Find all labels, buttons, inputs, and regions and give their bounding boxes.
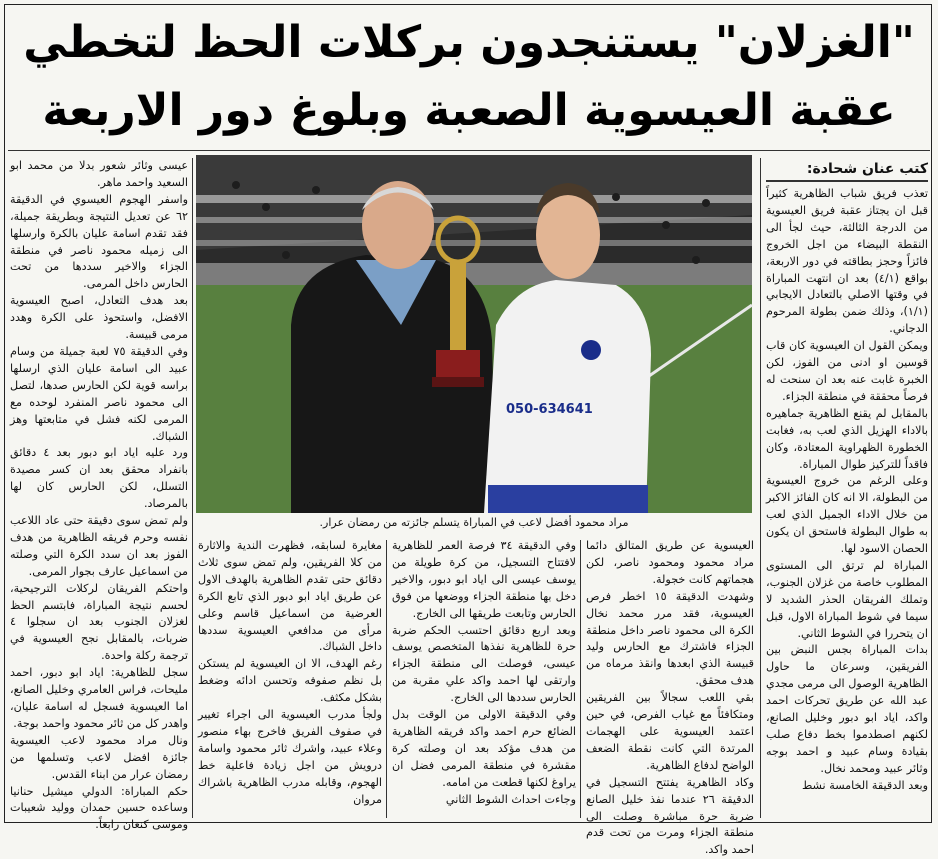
paragraph: وفي الدقيقة ٧٥ لعبة جميلة من وسام عبيد الى اسامة عليان الذي ارسلها براسه قوية لكن الحارس صدها، لتصل الى محمود ناصر المنفرد لوحده مع المرمى لكنه فشل في متابعتها وهز الشباك. [10,344,188,443]
paragraph: وفي الدقيقة ٣٤ فرصة العمر للظاهرية لافتتاح التسجيل، من كرة طويلة من يوسف عيسى الى اياد ابو دبور، والاخير دخل بها منطقة الجزاء ووضعها من فوق الحارس وتابعت طريقها الى الخارج. [392,539,576,620]
paragraph: وجاءت احداث الشوط الثاني [445,792,576,806]
award-photo-illustration [196,155,752,513]
column-divider [760,158,761,818]
article-column-2 [586,538,755,857]
paragraph: وبعد اربع دقائق احتسب الحكم ضربة حرة للظاهرية نفذها المتخصص يوسف عيسى، فوصلت الى منطقة الجزاء وارتقى لها احمد واكد علي مقربة من الحارس سددها الى الخارج. [392,623,576,705]
column-divider [386,540,387,818]
column-divider [580,540,581,818]
paragraph: ونال مراد محمود لاعب العيسوية جائزة افضل لاعب وتسلمها من رمضان عرار من ابناء القدس. [10,733,188,781]
column-divider [192,158,193,818]
paragraph: وشهدت الدقيقة ١٥ اخطر فرص العيسوية، فقد مرر محمد نخال الكرة الى محمود ناصر داخل منطقة الجزاء فاشترك مع الحارس وليد قبيسة الذي ابعدها وانقذ مرماه من هدف محقق. [586,589,754,688]
article-column-5 [10,158,188,832]
paragraph: ورد عليه اياد ابو دبور بعد ٤ دقائق بانفراد محقق بعد ان كسر مصيدة التسلل، لكن الحارس كان لها بالمرصاد. [10,446,188,511]
paragraph: واحتكم الفريقان لركلات الترجيحية، لحسم نتيجة المباراة، فابتسم الحظ لغزلان الجنوب بعد ان سجلوا ٤ ضربات، بالمقابل نجح العيسوية في ترجمة ركلة واحدة. [10,581,188,663]
headline-divider [8,150,930,151]
paragraph: بدات المباراة بجس النبض بين الفريقين، وسرعان ما حاول الظاهرية الوصول الى مرمى مجدي عبد الله عن طريق تحركات احمد واكد، اياد ابو دبور وخليل الصانع، لكنهم اصطدموا بخط دفاع صلب بقيادة وسام عبيد و احمد بوجه وثائر عبيد ومحمد نخال. [766,643,928,775]
paragraph: ولجأ مدرب العيسوية الى اجراء تغيير في صفوف الفريق فاخرج بهاء منصور وعلاء عبيد، واشرك ثائر محمود واسامة درويش من اجل زيادة فاعلية خط الهجوم، وقابله مدرب الظاهرية باشراك مروان [198,708,382,806]
paragraph: بقي اللعب سجالاً بين الفريقين ومتكافئاً مع غياب الفرص، في حين اعتمد العيسوية على الهجمات المرتدة التي كانت نقطة الضعف الواضح لدفاع الظاهرية. [586,691,754,772]
paragraph: واسفر الهجوم العيسوي في الدقيقة ٦٢ عن تعديل النتيجة وبطريقة جميلة، فقد تقدم اسامة عليان بالكرة وارسلها الى زميله محمود ناصر في منطقة الجزاء والاخير سددها من تحت الحارس داخل المرمى. [10,192,188,291]
headline-line-1: "الغزلان" يستنجدون بركلات الحظ لتخطي [23,17,915,68]
paragraph: بالمقابل لم يقنع الظاهرية جماهيره بالاداء الهزيل الذي لعب به، فغابت الخطورة الظهراوية المعتادة، وكان فاقداً للتركيز طوال المباراة. [766,406,928,471]
paragraph: رغم الهدف، الا ان العيسوية لم يستكن بل نظم صفوفه وتحسن ادائه وضغط بشكل مكثف. [198,657,382,705]
photo-caption: مراد محمود أفضل لاعب في المباراة يتسلم جائزته من رمضان عرار. [319,516,629,529]
headline-line-2: عقبة العيسوية الصعبة وبلوغ دور الاربعة [42,85,896,136]
byline: كتب عنان شحادة: [766,158,928,182]
paragraph: بعد هدف التعادل، اصبح العيسوية الافضل، واستحوذ على الكرة وهدد مرمى قبيسة. [10,294,188,342]
article-column-3 [392,538,576,820]
article-photo [196,155,752,513]
paragraph: وفي الدقيقة الاولى من الوقت بدل الضائع حرم احمد واكد فريقه الظاهرية من هدف مؤكد بعد ان وصلته كرة مقشرة في منطقة المرمى فضل ان يراوغ لكنها قطعت من امامه. [392,708,576,789]
paragraph: وبعد الدقيقة الخامسة نشط [801,778,928,792]
paragraph: وكاد الظاهرية يفتتح التسجيل في الدقيقة ٢٦ عندما نفذ خليل الصانع ضربة حرة مباشرة وصلت الى منطقة الجزاء ومرت من تحت قدم احمد واكد. [586,775,755,857]
paragraph: سجل للظاهرية: اياد ابو دبور، احمد مليحات، فراس العامري وخليل الصانع، اما العيسوية فسجل له اسامة عليان، واهدر كل من ثائر محمود واحمد بوجة. [10,666,188,730]
paragraph: حكم المباراة: الدولي ميشيل حنانيا وساعده حسين حمدان ووليد شعيبات وموسى كنعان رابعاً. [10,784,188,832]
article-column-1 [766,158,928,820]
paragraph: ولم تمض سوى دقيقة حتى عاد اللاعب نفسه وحرم فريقه الظاهرية من هدف الفوز بعد ان سدد الكرة التي وصلته من اسماعيل عارف بجوار المرمى. [10,514,188,578]
paragraph: وعلى الرغم من خروج العيسوية من البطولة، الا انه كان الفائز الاكبر من خلال الاداء الجميل الذي لعب به طوال البطولة فاستحق ان يكون الحصان الاسود لها. [766,474,928,556]
paragraph: مغايرة لسابقه، فظهرت الندية والاثارة من كلا الفريقين، ولم تمض سوى ثلاث دقائق حتى تقدم الظاهرية بالهدف الاول عن طريق اياد ابو دبور الذي تابع الكرة العرضية من اسماعيل قاسم وعلى مرأى من مدافعي العيسوية سددها داخل الشباك. [198,539,382,654]
article-column-4 [198,538,382,820]
paragraph: العيسوية عن طريق المتالق دائما مراد محمود ومحمود ناصر، لكن هجماتهم كانت خجولة. [586,539,754,586]
paragraph: عيسى وثائر شعور بدلا من محمد ابو السعيد واحمد ماهر. [10,159,188,189]
paragraph: ويمكن القول ان العيسوية كان قاب قوسين او ادنى من الفوز، لكن الخبرة غابت عنه بعد ان سنحت له فرصاً محققة في منطقة الجزاء. [766,339,928,403]
jersey-phone-number: 050-634641 [506,402,593,417]
paragraph: المباراة لم ترتق الى المستوى المطلوب خاصة من غزلان الجنوب، وتملك الفريقان الحذر الشديد لا سيما في شوط المباراة الاول، قبل ان يتحررا في الشوط الثاني. [766,558,928,640]
paragraph: تعذب فريق شباب الظاهرية كثيراً قبل ان يجتاز عقبة فريق العيسوية من الدرجة الثالثة، حيث لجأ الى النقطة البيضاء من اجل الخروج فائزاً وحجز بطاقته في دور الاربعة، بواقع (٤/١) بعد ان انتهت المباراة في وقتها الاصلي بالتعادل الايجابي (١/١)، وذلك ضمن بطولة المرحوم الدجاني. [766,187,928,336]
